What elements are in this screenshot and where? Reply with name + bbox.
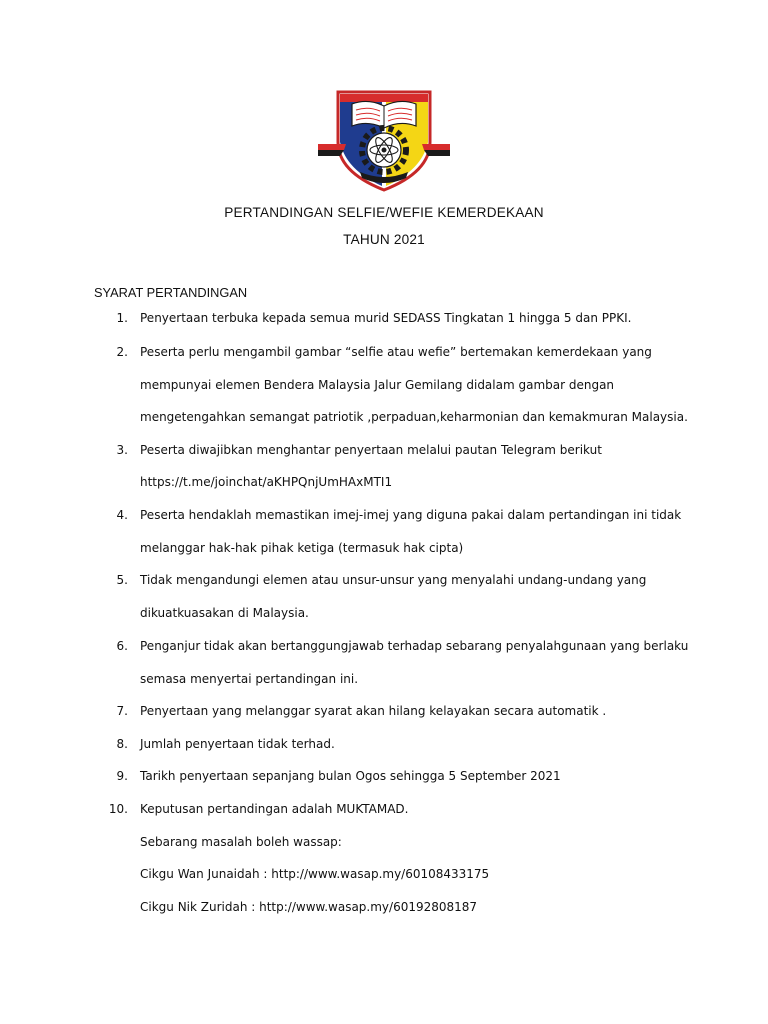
contact-wan-junaidah-link[interactable]: Cikgu Wan Junaidah : http://www.wasap.my/60108433175 (140, 867, 490, 881)
rule-8-line-1: Jumlah penyertaan tidak terhad. (140, 737, 335, 751)
rule-10-line-1: Keputusan pertandingan adalah MUKTAMAD. (140, 802, 409, 816)
rule-number-4: 4. (116, 508, 128, 522)
rule-number-5: 5. (116, 573, 128, 587)
rule-number-8: 8. (116, 737, 128, 751)
rule-number-1: 1. (116, 311, 128, 325)
rule-7-line-1: Penyertaan yang melanggar syarat akan hilang kelayakan secara automatik . (140, 704, 607, 718)
rule-number-7: 7. (116, 704, 128, 718)
rule-2-line-3: mengetengahkan semangat patriotik ,perpaduan,keharmonian dan kemakmuran Malaysia. (140, 410, 688, 424)
rule-number-9: 9. (116, 769, 128, 783)
rule-6-line-2: semasa menyertai pertandingan ini. (140, 672, 359, 686)
school-crest-logo (316, 86, 452, 194)
rule-4-line-2: melanggar hak-hak pihak ketiga (termasuk hak cipta) (140, 541, 464, 555)
rule-5-line-2: dikuatkuasakan di Malaysia. (140, 606, 309, 620)
rule-number-2: 2. (116, 345, 128, 359)
rule-number-10: 10. (108, 802, 128, 816)
telegram-link[interactable]: https://t.me/joinchat/aKHPQnjUmHAxMTI1 (140, 475, 393, 489)
rule-1-line-1: Penyertaan terbuka kepada semua murid SEDASS Tingkatan 1 hingga 5 dan PPKI. (140, 311, 632, 325)
contact-nik-zuridah-link[interactable]: Cikgu Nik Zuridah : http://www.wasap.my/60192808187 (140, 900, 478, 914)
rule-6-line-1: Penganjur tidak akan bertanggungjawab terhadap sebarang penyalahgunaan yang berlaku (140, 639, 689, 653)
rule-2-line-2: mempunyai elemen Bendera Malaysia Jalur Gemilang didalam gambar dengan (140, 378, 615, 392)
rule-number-3: 3. (116, 443, 128, 457)
rule-5-line-1: Tidak mengandungi elemen atau unsur-unsur yang menyalahi undang-undang yang (140, 573, 647, 587)
section-heading: SYARAT PERTANDINGAN (94, 285, 248, 300)
rule-4-line-1: Peserta hendaklah memastikan imej-imej yang diguna pakai dalam pertandingan ini tidak (140, 508, 682, 522)
document-subtitle-year: TAHUN 2021 (343, 232, 425, 247)
rule-3-line-1: Peserta diwajibkan menghantar penyertaan melalui pautan Telegram berikut (140, 443, 602, 457)
rule-9-line-1: Tarikh penyertaan sepanjang bulan Ogos sehingga 5 September 2021 (140, 769, 561, 783)
contact-intro: Sebarang masalah boleh wassap: (140, 835, 342, 849)
rule-2-line-1: Peserta perlu mengambil gambar “selfie atau wefie” bertemakan kemerdekaan yang (140, 345, 652, 359)
document-title: PERTANDINGAN SELFIE/WEFIE KEMERDEKAAN (224, 205, 544, 220)
rule-number-6: 6. (116, 639, 128, 653)
